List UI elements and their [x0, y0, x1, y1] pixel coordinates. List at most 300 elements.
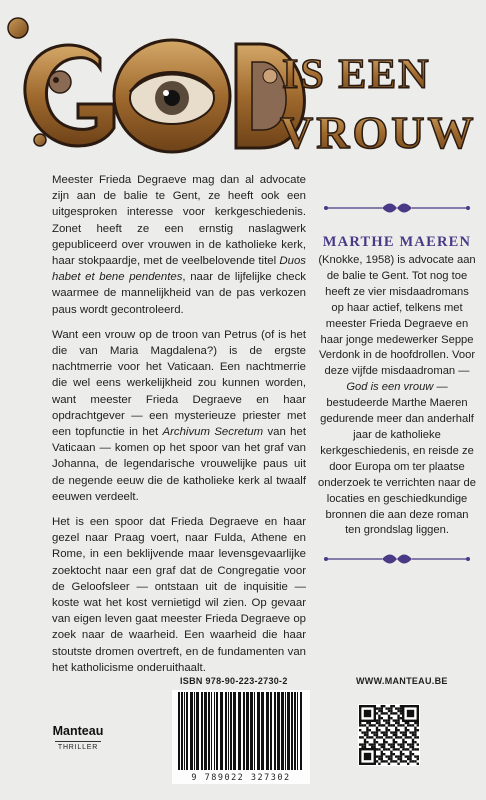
barcode-bar	[300, 692, 302, 770]
qr-module	[388, 748, 390, 750]
qr-module	[400, 751, 402, 753]
qr-module	[397, 724, 399, 726]
qr-module	[409, 755, 411, 757]
qr-module	[417, 736, 419, 738]
barcode-bar	[254, 692, 255, 770]
qr-module	[405, 731, 407, 733]
qr-module	[402, 724, 404, 726]
qr-module	[390, 751, 392, 753]
qr-module	[390, 705, 392, 707]
qr-module	[388, 724, 390, 726]
publisher-divider	[55, 741, 101, 742]
qr-module	[364, 734, 366, 736]
title-word-vrouw: VROUW	[280, 107, 477, 158]
qr-module	[376, 734, 378, 736]
qr-module	[385, 748, 387, 750]
qr-module	[361, 743, 363, 745]
qr-module	[414, 727, 416, 729]
qr-module	[397, 717, 399, 719]
qr-module	[407, 743, 409, 745]
publisher-name: Manteau	[52, 724, 104, 738]
qr-module	[402, 741, 404, 743]
qr-module	[393, 731, 395, 733]
qr-module	[378, 717, 380, 719]
qr-module	[369, 722, 371, 724]
qr-module	[366, 734, 368, 736]
qr-module	[397, 707, 399, 709]
qr-module	[361, 731, 363, 733]
qr-module	[417, 729, 419, 731]
qr-module	[381, 760, 383, 762]
qr-module	[388, 715, 390, 717]
qr-module	[376, 719, 378, 721]
barcode-bars	[172, 690, 310, 772]
qr-module	[393, 753, 395, 755]
qr-finder-core	[364, 710, 371, 717]
barcode-bar	[204, 692, 207, 770]
qr-module	[381, 758, 383, 760]
qr-module	[371, 746, 373, 748]
qr-module	[378, 758, 380, 760]
qr-module	[409, 743, 411, 745]
qr-module	[417, 722, 419, 724]
qr-module	[381, 736, 383, 738]
qr-module	[417, 755, 419, 757]
qr-module	[397, 755, 399, 757]
qr-code[interactable]	[358, 704, 420, 766]
barcode-bar	[201, 692, 203, 770]
qr-module	[414, 731, 416, 733]
qr-module	[381, 755, 383, 757]
qr-module	[414, 748, 416, 750]
qr-module	[412, 734, 414, 736]
qr-module	[378, 715, 380, 717]
qr-module	[376, 736, 378, 738]
qr-module	[388, 729, 390, 731]
qr-module	[390, 724, 392, 726]
qr-module	[409, 753, 411, 755]
qr-module	[400, 753, 402, 755]
qr-module	[371, 736, 373, 738]
qr-module	[385, 719, 387, 721]
qr-module	[359, 743, 361, 745]
qr-module	[373, 724, 375, 726]
qr-module	[393, 741, 395, 743]
qr-module	[371, 724, 373, 726]
qr-module	[395, 741, 397, 743]
barcode-bar	[266, 692, 269, 770]
qr-module	[412, 743, 414, 745]
qr-module	[407, 729, 409, 731]
qr-module	[364, 746, 366, 748]
qr-module	[359, 722, 361, 724]
qr-module	[366, 727, 368, 729]
qr-module	[390, 710, 392, 712]
author-column	[318, 202, 476, 565]
qr-module	[383, 705, 385, 707]
qr-module	[400, 707, 402, 709]
qr-module	[390, 758, 392, 760]
barcode-bar	[228, 692, 229, 770]
qr-module	[393, 724, 395, 726]
qr-module	[402, 734, 404, 736]
qr-module	[390, 746, 392, 748]
barcode-bar	[214, 692, 215, 770]
qr-module	[397, 758, 399, 760]
qr-module	[393, 760, 395, 762]
qr-module	[402, 760, 404, 762]
qr-module	[369, 724, 371, 726]
qr-module	[364, 731, 366, 733]
qr-module	[417, 724, 419, 726]
qr-module	[378, 729, 380, 731]
barcode-bar	[294, 692, 296, 770]
qr-module	[400, 743, 402, 745]
qr-module	[397, 748, 399, 750]
qr-module	[376, 731, 378, 733]
qr-module	[378, 748, 380, 750]
qr-module	[395, 734, 397, 736]
barcode-bar	[246, 692, 249, 770]
qr-module	[388, 707, 390, 709]
qr-module	[409, 746, 411, 748]
qr-module	[397, 722, 399, 724]
qr-module	[405, 734, 407, 736]
qr-module	[388, 722, 390, 724]
qr-module	[412, 748, 414, 750]
title-art	[0, 0, 486, 160]
qr-module	[417, 748, 419, 750]
barcode-bar	[225, 692, 227, 770]
qr-module	[373, 734, 375, 736]
blurb-paragraph-3: Het is een spoor dat Frieda Degraeve en haar gezel naar Praag voert, naar Fulda, Athene en Rome, in een beklijvende maar levensgevaarlijke zoektocht naar een graf dat de Congregatie voor de Geloofsleer — ontstaan uit de inquisitie — koste wat het kost vernietigd wil zien. Op gevaar van eigen leven gaat meester Frieda Degraeve op zoek naar de waarheid. Een waarheid die haar stoutste dromen overtreft, en de fundamenten van het katholicisme onderuithaalt.	[52, 516, 306, 674]
qr-module	[405, 722, 407, 724]
qr-module	[373, 739, 375, 741]
qr-module	[383, 760, 385, 762]
qr-module	[390, 743, 392, 745]
qr-module	[409, 731, 411, 733]
qr-module	[381, 753, 383, 755]
qr-module	[412, 741, 414, 743]
isbn-label: ISBN 978-90-223-2730-2	[180, 676, 288, 686]
qr-module	[400, 710, 402, 712]
qr-module	[359, 724, 361, 726]
qr-module	[383, 739, 385, 741]
qr-module	[414, 729, 416, 731]
qr-module	[369, 729, 371, 731]
qr-module	[393, 748, 395, 750]
qr-module	[364, 724, 366, 726]
qr-module	[383, 741, 385, 743]
qr-module	[385, 722, 387, 724]
qr-module	[407, 763, 409, 765]
barcode-bar	[277, 692, 280, 770]
barcode-bar	[233, 692, 236, 770]
qr-module	[381, 712, 383, 714]
qr-module	[400, 717, 402, 719]
qr-module	[388, 763, 390, 765]
barcode-bar	[208, 692, 210, 770]
qr-module	[412, 753, 414, 755]
qr-module	[393, 712, 395, 714]
qr-module	[395, 731, 397, 733]
qr-module	[383, 753, 385, 755]
barcode-bar	[285, 692, 286, 770]
qr-module	[405, 748, 407, 750]
qr-module	[383, 719, 385, 721]
qr-module	[400, 712, 402, 714]
qr-module	[378, 710, 380, 712]
qr-module	[393, 739, 395, 741]
qr-module	[378, 755, 380, 757]
qr-module	[405, 727, 407, 729]
qr-module	[409, 760, 411, 762]
qr-module	[361, 736, 363, 738]
qr-module	[414, 736, 416, 738]
ornament-divider-top	[322, 202, 472, 214]
qr-module	[400, 755, 402, 757]
barcode-bar	[211, 692, 212, 770]
qr-module	[407, 755, 409, 757]
qr-module	[385, 741, 387, 743]
qr-module	[385, 727, 387, 729]
qr-module	[385, 736, 387, 738]
barcode-bar	[220, 692, 223, 770]
qr-module	[412, 724, 414, 726]
barcode-bar	[287, 692, 290, 770]
qr-module	[366, 731, 368, 733]
qr-module	[402, 739, 404, 741]
barcode-bar	[250, 692, 253, 770]
qr-module	[373, 743, 375, 745]
qr-module	[381, 705, 383, 707]
qr-module	[397, 729, 399, 731]
qr-module	[417, 743, 419, 745]
barcode-bar	[270, 692, 272, 770]
qr-module	[383, 712, 385, 714]
qr-module	[412, 760, 414, 762]
qr-module	[364, 741, 366, 743]
qr-module	[385, 707, 387, 709]
qr-module	[390, 717, 392, 719]
barcode-bar	[186, 692, 188, 770]
qr-finder-core	[364, 753, 371, 760]
qr-module	[390, 712, 392, 714]
publisher-logo	[48, 724, 108, 751]
qr-module	[397, 710, 399, 712]
qr-module	[381, 751, 383, 753]
qr-module	[381, 731, 383, 733]
qr-module	[373, 741, 375, 743]
qr-module	[371, 731, 373, 733]
barcode-bar	[194, 692, 195, 770]
qr-module	[414, 741, 416, 743]
qr-module	[378, 736, 380, 738]
qr-module	[383, 724, 385, 726]
title-letter-o-eye	[114, 40, 230, 152]
qr-module	[388, 719, 390, 721]
qr-module	[414, 722, 416, 724]
publisher-genre: THRILLER	[57, 744, 99, 751]
qr-module	[414, 755, 416, 757]
qr-module	[400, 724, 402, 726]
qr-module	[409, 724, 411, 726]
barcode-bar	[216, 692, 218, 770]
qr-module	[381, 717, 383, 719]
qr-module	[378, 722, 380, 724]
qr-finder-core	[407, 710, 414, 717]
qr-module	[395, 707, 397, 709]
barcode-digits: 9 789022 327302	[191, 773, 291, 783]
qr-module	[385, 729, 387, 731]
qr-module	[407, 724, 409, 726]
barcode-bar	[274, 692, 276, 770]
qr-module	[407, 736, 409, 738]
qr-module	[395, 755, 397, 757]
qr-module	[393, 705, 395, 707]
blurb-paragraph-1: Meester Frieda Degraeve mag dan al advocate zijn aan de balie te Gent, ze heeft ook een uitgesproken interesse voor kerkgeschiedenis. Zonet heeft ze een ernstig naslagwerk gepubliceerd over vrouwen in de katholieke kerk, haar stokpaardje, met de veelbelovende titel Duos habet et bene pendentes, naar de lijfelijke check waarmee de mannelijkheid van de pas verkozen paus wordt gecontroleerd.	[52, 174, 307, 316]
barcode-bar	[261, 692, 264, 770]
qr-module	[388, 743, 390, 745]
qr-module	[402, 731, 404, 733]
qr-module	[381, 710, 383, 712]
qr-module	[383, 731, 385, 733]
qr-module	[397, 715, 399, 717]
qr-module	[385, 731, 387, 733]
qr-module	[366, 722, 368, 724]
qr-module	[405, 760, 407, 762]
qr-module	[400, 736, 402, 738]
qr-module	[395, 760, 397, 762]
qr-module	[390, 755, 392, 757]
qr-module	[388, 736, 390, 738]
barcode-bar	[257, 692, 260, 770]
qr-module	[385, 712, 387, 714]
qr-module	[414, 734, 416, 736]
qr-module	[407, 722, 409, 724]
qr-module	[385, 760, 387, 762]
barcode-bar	[184, 692, 185, 770]
qr-module	[397, 736, 399, 738]
qr-module	[412, 746, 414, 748]
website-link[interactable]: WWW.MANTEAU.BE	[356, 676, 448, 686]
qr-module	[378, 724, 380, 726]
barcode	[172, 690, 310, 784]
qr-module	[400, 731, 402, 733]
qr-module	[402, 753, 404, 755]
qr-module	[397, 719, 399, 721]
qr-module	[412, 739, 414, 741]
qr-module	[376, 748, 378, 750]
qr-module	[369, 736, 371, 738]
qr-module	[390, 731, 392, 733]
qr-module	[393, 719, 395, 721]
qr-module	[397, 763, 399, 765]
qr-module	[405, 741, 407, 743]
qr-module	[395, 722, 397, 724]
qr-module	[383, 746, 385, 748]
qr-module	[369, 743, 371, 745]
qr-module	[400, 705, 402, 707]
qr-module	[405, 755, 407, 757]
qr-module	[393, 743, 395, 745]
qr-module	[388, 758, 390, 760]
barcode-bar	[238, 692, 241, 770]
title-banner	[0, 0, 486, 160]
qr-module	[378, 743, 380, 745]
barcode-bar	[297, 692, 298, 770]
qr-module	[383, 734, 385, 736]
qr-module	[373, 746, 375, 748]
qr-module	[388, 755, 390, 757]
qr-module	[373, 731, 375, 733]
qr-module	[381, 746, 383, 748]
qr-module	[381, 707, 383, 709]
qr-module	[359, 736, 361, 738]
qr-module	[390, 760, 392, 762]
title-word-is-een: IS EEN	[282, 52, 431, 98]
barcode-bar	[291, 692, 293, 770]
qr-module	[376, 741, 378, 743]
barcode-bar	[243, 692, 245, 770]
qr-module	[393, 746, 395, 748]
qr-module	[395, 736, 397, 738]
qr-module	[417, 763, 419, 765]
qr-module	[402, 743, 404, 745]
qr-module	[402, 748, 404, 750]
qr-module	[376, 707, 378, 709]
qr-module	[395, 727, 397, 729]
qr-module	[388, 710, 390, 712]
qr-module	[409, 758, 411, 760]
barcode-bar	[181, 692, 183, 770]
qr-module	[366, 741, 368, 743]
qr-module	[378, 763, 380, 765]
qr-module	[407, 748, 409, 750]
qr-module	[371, 743, 373, 745]
qr-module	[393, 734, 395, 736]
qr-module	[366, 729, 368, 731]
qr-module	[376, 712, 378, 714]
qr-module	[376, 727, 378, 729]
ornament-divider-bottom	[322, 553, 472, 565]
qr-module	[414, 760, 416, 762]
qr-module	[378, 707, 380, 709]
qr-module	[376, 760, 378, 762]
barcode-bar	[281, 692, 284, 770]
qr-module	[383, 748, 385, 750]
qr-module	[383, 743, 385, 745]
qr-module	[359, 729, 361, 731]
qr-module	[405, 736, 407, 738]
title-letter-g	[25, 45, 114, 146]
qr-module	[376, 755, 378, 757]
qr-module	[400, 760, 402, 762]
qr-module	[395, 729, 397, 731]
qr-module	[376, 722, 378, 724]
blurb-paragraph-2: Want een vrouw op de troon van Petrus (of is het die van Maria Magdalena?) is de ergste nachtmerrie voor het Vaticaan. Een nachtmerrie die wel eens werkelijkheid zou kunnen worden, want meester Frieda Degraeve en haar opdrachtgever — een mysterieuze priester met een topfunctie in het Archivum Secretum van het Vaticaan — komen op het spoor van het graf van Johanna, de legendarische vrouwelijke paus uit de negende eeuw die de katholieke kerk al twaalf eeuwen verdeelt.	[52, 328, 306, 503]
qr-module	[381, 743, 383, 745]
qr-module	[390, 736, 392, 738]
qr-module	[405, 729, 407, 731]
qr-module	[364, 739, 366, 741]
qr-module	[409, 751, 411, 753]
qr-module	[361, 746, 363, 748]
qr-module	[366, 736, 368, 738]
qr-module	[395, 748, 397, 750]
qr-module	[390, 707, 392, 709]
qr-module	[395, 712, 397, 714]
